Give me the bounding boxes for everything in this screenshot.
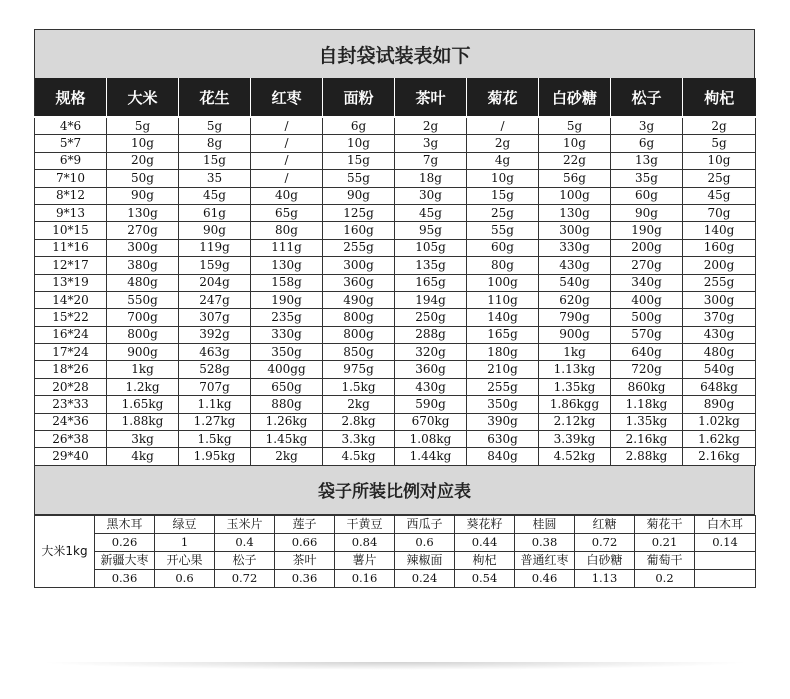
- table-cell: 1.2kg: [107, 378, 179, 395]
- size-cell: 14*20: [35, 291, 107, 308]
- table-cell: 480g: [107, 274, 179, 291]
- table-cell: 200g: [611, 239, 683, 256]
- table-cell: 210g: [467, 361, 539, 378]
- table-cell: 2g: [395, 117, 467, 135]
- table-row: [35, 222, 756, 239]
- table-row: [35, 257, 756, 274]
- table-cell: 1.13kg: [539, 361, 611, 378]
- table-cell: 130g: [539, 204, 611, 221]
- table-cell: 400g: [611, 291, 683, 308]
- table-cell: 360g: [323, 274, 395, 291]
- table-cell: 1.44kg: [395, 448, 467, 465]
- table-cell: 1.1kg: [179, 396, 251, 413]
- table-cell: /: [251, 152, 323, 169]
- table-cell: 300g: [323, 257, 395, 274]
- table-cell: 158g: [251, 274, 323, 291]
- table-cell: 190g: [611, 222, 683, 239]
- table-cell: 650g: [251, 378, 323, 395]
- table-cell: 528g: [179, 361, 251, 378]
- table-cell: 430g: [539, 257, 611, 274]
- table-cell: 165g: [395, 274, 467, 291]
- table-cell: 5g: [107, 117, 179, 135]
- table-cell: 2.16kg: [611, 431, 683, 448]
- main-title: 自封袋试装表如下: [34, 29, 755, 78]
- table-cell: 194g: [395, 291, 467, 308]
- table-cell: /: [251, 170, 323, 187]
- ratio-category-cell: 菊花干: [635, 515, 695, 533]
- table-row: [35, 431, 756, 448]
- table-row: [35, 378, 756, 395]
- column-header: 花生: [179, 78, 251, 117]
- table-cell: 590g: [395, 396, 467, 413]
- table-cell: 3.39kg: [539, 431, 611, 448]
- table-cell: 204g: [179, 274, 251, 291]
- column-header: 面粉: [323, 78, 395, 117]
- table-cell: 165g: [467, 326, 539, 343]
- table-cell: 430g: [683, 326, 756, 343]
- size-cell: 6*9: [35, 152, 107, 169]
- table-cell: 140g: [467, 309, 539, 326]
- ratio-value-cell: 0.72: [215, 569, 275, 587]
- table-row: [35, 291, 756, 308]
- ratio-value-cell: 0.72: [575, 533, 635, 551]
- table-row: [35, 361, 756, 378]
- table-cell: 700g: [107, 309, 179, 326]
- table-cell: 110g: [467, 291, 539, 308]
- table-cell: 160g: [323, 222, 395, 239]
- table-cell: 140g: [683, 222, 756, 239]
- ratio-table: [34, 515, 756, 588]
- ratio-category-cell: 桂圆: [515, 515, 575, 533]
- table-cell: 5g: [539, 117, 611, 135]
- table-cell: 3.3kg: [323, 431, 395, 448]
- table-cell: 15g: [179, 152, 251, 169]
- table-cell: 45g: [179, 187, 251, 204]
- table-cell: 10g: [107, 135, 179, 152]
- table-cell: 60g: [611, 187, 683, 204]
- table-cell: 1.26kg: [251, 413, 323, 430]
- size-cell: 8*12: [35, 187, 107, 204]
- size-cell: 23*33: [35, 396, 107, 413]
- table-cell: 3kg: [107, 431, 179, 448]
- table-cell: /: [251, 135, 323, 152]
- table-cell: 160g: [683, 239, 756, 256]
- size-cell: 5*7: [35, 135, 107, 152]
- table-cell: 10g: [683, 152, 756, 169]
- ratio-category-cell: 茶叶: [275, 551, 335, 569]
- table-cell: 360g: [395, 361, 467, 378]
- size-cell: 24*36: [35, 413, 107, 430]
- table-cell: 300g: [539, 222, 611, 239]
- table-cell: 100g: [467, 274, 539, 291]
- table-cell: 707g: [179, 378, 251, 395]
- ratio-category-cell: 莲子: [275, 515, 335, 533]
- ratio-category-cell: 葵花籽: [455, 515, 515, 533]
- table-cell: 640g: [611, 344, 683, 361]
- footer-shadow: [38, 662, 752, 670]
- ratio-value-cell: 0.21: [635, 533, 695, 551]
- table-cell: 390g: [467, 413, 539, 430]
- table-cell: 6g: [323, 117, 395, 135]
- spec-sheet: [34, 29, 755, 588]
- table-cell: 255g: [467, 378, 539, 395]
- table-cell: 2kg: [251, 448, 323, 465]
- table-cell: 45g: [395, 204, 467, 221]
- table-cell: 490g: [323, 291, 395, 308]
- size-cell: 18*26: [35, 361, 107, 378]
- table-cell: 1.5kg: [323, 378, 395, 395]
- size-cell: 16*24: [35, 326, 107, 343]
- ratio-value-row: [35, 569, 756, 587]
- table-cell: 890g: [683, 396, 756, 413]
- ratio-value-cell: 0.36: [275, 569, 335, 587]
- table-cell: 2kg: [323, 396, 395, 413]
- table-cell: 300g: [683, 291, 756, 308]
- table-cell: 35g: [611, 170, 683, 187]
- table-cell: 500g: [611, 309, 683, 326]
- table-cell: 2.88kg: [611, 448, 683, 465]
- table-cell: 1kg: [107, 361, 179, 378]
- table-row: [35, 187, 756, 204]
- ratio-value-cell: 0.24: [395, 569, 455, 587]
- size-cell: 29*40: [35, 448, 107, 465]
- ratio-value-cell: 0.2: [635, 569, 695, 587]
- table-cell: 900g: [107, 344, 179, 361]
- table-cell: 430g: [395, 378, 467, 395]
- table-cell: 56g: [539, 170, 611, 187]
- table-cell: 1kg: [539, 344, 611, 361]
- ratio-value-cell: 0.46: [515, 569, 575, 587]
- table-cell: 255g: [683, 274, 756, 291]
- ratio-category-row: [35, 515, 756, 533]
- table-cell: 18g: [395, 170, 467, 187]
- table-cell: 270g: [611, 257, 683, 274]
- table-cell: 380g: [107, 257, 179, 274]
- table-cell: 540g: [539, 274, 611, 291]
- table-cell: 4g: [467, 152, 539, 169]
- table-cell: 370g: [683, 309, 756, 326]
- ratio-category-cell: 白木耳: [695, 515, 756, 533]
- table-cell: 10g: [539, 135, 611, 152]
- table-cell: 95g: [395, 222, 467, 239]
- table-cell: 630g: [467, 431, 539, 448]
- ratio-category-cell: 白砂糖: [575, 551, 635, 569]
- table-cell: 880g: [251, 396, 323, 413]
- column-header: 枸杞: [683, 78, 756, 117]
- table-row: [35, 117, 756, 135]
- table-cell: 320g: [395, 344, 467, 361]
- ratio-value-cell: 1: [155, 533, 215, 551]
- table-cell: 65g: [251, 204, 323, 221]
- table-cell: 648kg: [683, 378, 756, 395]
- table-cell: 125g: [323, 204, 395, 221]
- table-cell: 480g: [683, 344, 756, 361]
- ratio-value-cell: [695, 569, 756, 587]
- table-cell: 900g: [539, 326, 611, 343]
- table-cell: 15g: [323, 152, 395, 169]
- table-cell: 3g: [395, 135, 467, 152]
- table-row: [35, 239, 756, 256]
- table-cell: 100g: [539, 187, 611, 204]
- table-cell: 800g: [323, 309, 395, 326]
- ratio-category-cell: 葡萄干: [635, 551, 695, 569]
- table-cell: 130g: [251, 257, 323, 274]
- capacity-table: [34, 78, 756, 466]
- table-row: [35, 396, 756, 413]
- table-cell: 1.88kg: [107, 413, 179, 430]
- table-cell: 1.86kgg: [539, 396, 611, 413]
- ratio-value-cell: 0.66: [275, 533, 335, 551]
- table-cell: 35: [179, 170, 251, 187]
- table-cell: 6g: [611, 135, 683, 152]
- ratio-category-cell: 松子: [215, 551, 275, 569]
- table-row: [35, 448, 756, 465]
- table-cell: 1.65kg: [107, 396, 179, 413]
- table-cell: 80g: [251, 222, 323, 239]
- table-cell: 2g: [467, 135, 539, 152]
- table-cell: 55g: [323, 170, 395, 187]
- table-cell: 400gg: [251, 361, 323, 378]
- table-cell: 13g: [611, 152, 683, 169]
- size-cell: 13*19: [35, 274, 107, 291]
- table-cell: 200g: [683, 257, 756, 274]
- ratio-value-cell: 0.6: [155, 569, 215, 587]
- table-cell: 190g: [251, 291, 323, 308]
- table-cell: 800g: [107, 326, 179, 343]
- table-cell: 8g: [179, 135, 251, 152]
- table-cell: 70g: [683, 204, 756, 221]
- ratio-category-cell: 开心果: [155, 551, 215, 569]
- ratio-category-cell: 新疆大枣: [95, 551, 155, 569]
- ratio-title: 袋子所装比例对应表: [34, 466, 755, 515]
- table-cell: 330g: [251, 326, 323, 343]
- ratio-value-cell: 1.13: [575, 569, 635, 587]
- ratio-category-cell: 玉米片: [215, 515, 275, 533]
- table-cell: 90g: [107, 187, 179, 204]
- ratio-value-cell: 0.14: [695, 533, 756, 551]
- table-cell: 463g: [179, 344, 251, 361]
- size-cell: 15*22: [35, 309, 107, 326]
- table-cell: 800g: [323, 326, 395, 343]
- header-row: [35, 78, 756, 117]
- column-header: 大米: [107, 78, 179, 117]
- table-row: [35, 326, 756, 343]
- table-cell: 860kg: [611, 378, 683, 395]
- table-cell: 10g: [467, 170, 539, 187]
- table-cell: 30g: [395, 187, 467, 204]
- table-cell: 105g: [395, 239, 467, 256]
- table-row: [35, 152, 756, 169]
- table-cell: 3g: [611, 117, 683, 135]
- table-cell: 4kg: [107, 448, 179, 465]
- table-cell: 250g: [395, 309, 467, 326]
- table-cell: 4.5kg: [323, 448, 395, 465]
- table-cell: 1.5kg: [179, 431, 251, 448]
- table-row: [35, 413, 756, 430]
- table-row: [35, 344, 756, 361]
- size-cell: 26*38: [35, 431, 107, 448]
- table-cell: 1.08kg: [395, 431, 467, 448]
- ratio-value-cell: 0.16: [335, 569, 395, 587]
- table-cell: 2.12kg: [539, 413, 611, 430]
- table-cell: 340g: [611, 274, 683, 291]
- column-header: 茶叶: [395, 78, 467, 117]
- table-cell: 20g: [107, 152, 179, 169]
- size-cell: 9*13: [35, 204, 107, 221]
- ratio-value-cell: 0.44: [455, 533, 515, 551]
- table-cell: 392g: [179, 326, 251, 343]
- column-header: 松子: [611, 78, 683, 117]
- ratio-category-cell: 黑木耳: [95, 515, 155, 533]
- table-cell: 61g: [179, 204, 251, 221]
- table-cell: 90g: [611, 204, 683, 221]
- table-cell: 1.35kg: [611, 413, 683, 430]
- table-cell: 60g: [467, 239, 539, 256]
- ratio-value-cell: 0.54: [455, 569, 515, 587]
- size-cell: 11*16: [35, 239, 107, 256]
- table-cell: 90g: [323, 187, 395, 204]
- size-cell: 7*10: [35, 170, 107, 187]
- table-cell: 25g: [467, 204, 539, 221]
- column-header: 菊花: [467, 78, 539, 117]
- table-cell: /: [467, 117, 539, 135]
- table-cell: 5g: [179, 117, 251, 135]
- ratio-category-cell: 西瓜子: [395, 515, 455, 533]
- table-cell: 540g: [683, 361, 756, 378]
- table-cell: 22g: [539, 152, 611, 169]
- table-cell: 111g: [251, 239, 323, 256]
- ratio-category-row: [35, 551, 756, 569]
- ratio-value-cell: 0.84: [335, 533, 395, 551]
- ratio-category-cell: 绿豆: [155, 515, 215, 533]
- table-cell: 1.27kg: [179, 413, 251, 430]
- table-cell: 840g: [467, 448, 539, 465]
- table-cell: 288g: [395, 326, 467, 343]
- table-row: [35, 309, 756, 326]
- column-header: 规格: [35, 78, 107, 117]
- table-cell: 720g: [611, 361, 683, 378]
- table-cell: 550g: [107, 291, 179, 308]
- table-cell: 1.45kg: [251, 431, 323, 448]
- table-cell: 55g: [467, 222, 539, 239]
- table-cell: 1.18kg: [611, 396, 683, 413]
- table-cell: 300g: [107, 239, 179, 256]
- table-cell: 1.35kg: [539, 378, 611, 395]
- ratio-category-cell: 辣椒面: [395, 551, 455, 569]
- ratio-row-label: 大米1kg: [35, 515, 95, 587]
- table-row: [35, 204, 756, 221]
- table-cell: 2.16kg: [683, 448, 756, 465]
- size-cell: 17*24: [35, 344, 107, 361]
- table-cell: 4.52kg: [539, 448, 611, 465]
- ratio-value-cell: 0.38: [515, 533, 575, 551]
- table-cell: 790g: [539, 309, 611, 326]
- ratio-category-cell: 红糖: [575, 515, 635, 533]
- table-cell: /: [251, 117, 323, 135]
- size-cell: 10*15: [35, 222, 107, 239]
- table-cell: 255g: [323, 239, 395, 256]
- table-row: [35, 135, 756, 152]
- table-row: [35, 274, 756, 291]
- table-cell: 620g: [539, 291, 611, 308]
- table-cell: 247g: [179, 291, 251, 308]
- ratio-category-cell: 干黄豆: [335, 515, 395, 533]
- column-header: 红枣: [251, 78, 323, 117]
- size-cell: 12*17: [35, 257, 107, 274]
- table-cell: 1.02kg: [683, 413, 756, 430]
- table-cell: 15g: [467, 187, 539, 204]
- size-cell: 20*28: [35, 378, 107, 395]
- ratio-value-cell: 0.26: [95, 533, 155, 551]
- ratio-category-cell: 普通红枣: [515, 551, 575, 569]
- table-cell: 975g: [323, 361, 395, 378]
- table-cell: 90g: [179, 222, 251, 239]
- table-cell: 40g: [251, 187, 323, 204]
- table-cell: 850g: [323, 344, 395, 361]
- ratio-category-cell: 薯片: [335, 551, 395, 569]
- table-cell: 159g: [179, 257, 251, 274]
- table-cell: 330g: [539, 239, 611, 256]
- table-cell: 7g: [395, 152, 467, 169]
- table-cell: 25g: [683, 170, 756, 187]
- ratio-value-cell: 0.6: [395, 533, 455, 551]
- table-cell: 2g: [683, 117, 756, 135]
- column-header: 白砂糖: [539, 78, 611, 117]
- ratio-value-cell: 0.4: [215, 533, 275, 551]
- table-cell: 119g: [179, 239, 251, 256]
- table-cell: 130g: [107, 204, 179, 221]
- table-cell: 2.8kg: [323, 413, 395, 430]
- table-cell: 670kg: [395, 413, 467, 430]
- table-cell: 180g: [467, 344, 539, 361]
- table-cell: 5g: [683, 135, 756, 152]
- table-cell: 45g: [683, 187, 756, 204]
- table-cell: 350g: [251, 344, 323, 361]
- table-cell: 235g: [251, 309, 323, 326]
- ratio-value-cell: 0.36: [95, 569, 155, 587]
- table-row: [35, 170, 756, 187]
- table-cell: 135g: [395, 257, 467, 274]
- table-cell: 570g: [611, 326, 683, 343]
- table-cell: 50g: [107, 170, 179, 187]
- table-cell: 1.62kg: [683, 431, 756, 448]
- table-cell: 10g: [323, 135, 395, 152]
- ratio-category-cell: 枸杞: [455, 551, 515, 569]
- ratio-category-cell: [695, 551, 756, 569]
- ratio-value-row: [35, 533, 756, 551]
- size-cell: 4*6: [35, 117, 107, 135]
- table-cell: 80g: [467, 257, 539, 274]
- table-cell: 307g: [179, 309, 251, 326]
- table-body: [35, 117, 756, 465]
- table-cell: 270g: [107, 222, 179, 239]
- table-cell: 1.95kg: [179, 448, 251, 465]
- table-cell: 350g: [467, 396, 539, 413]
